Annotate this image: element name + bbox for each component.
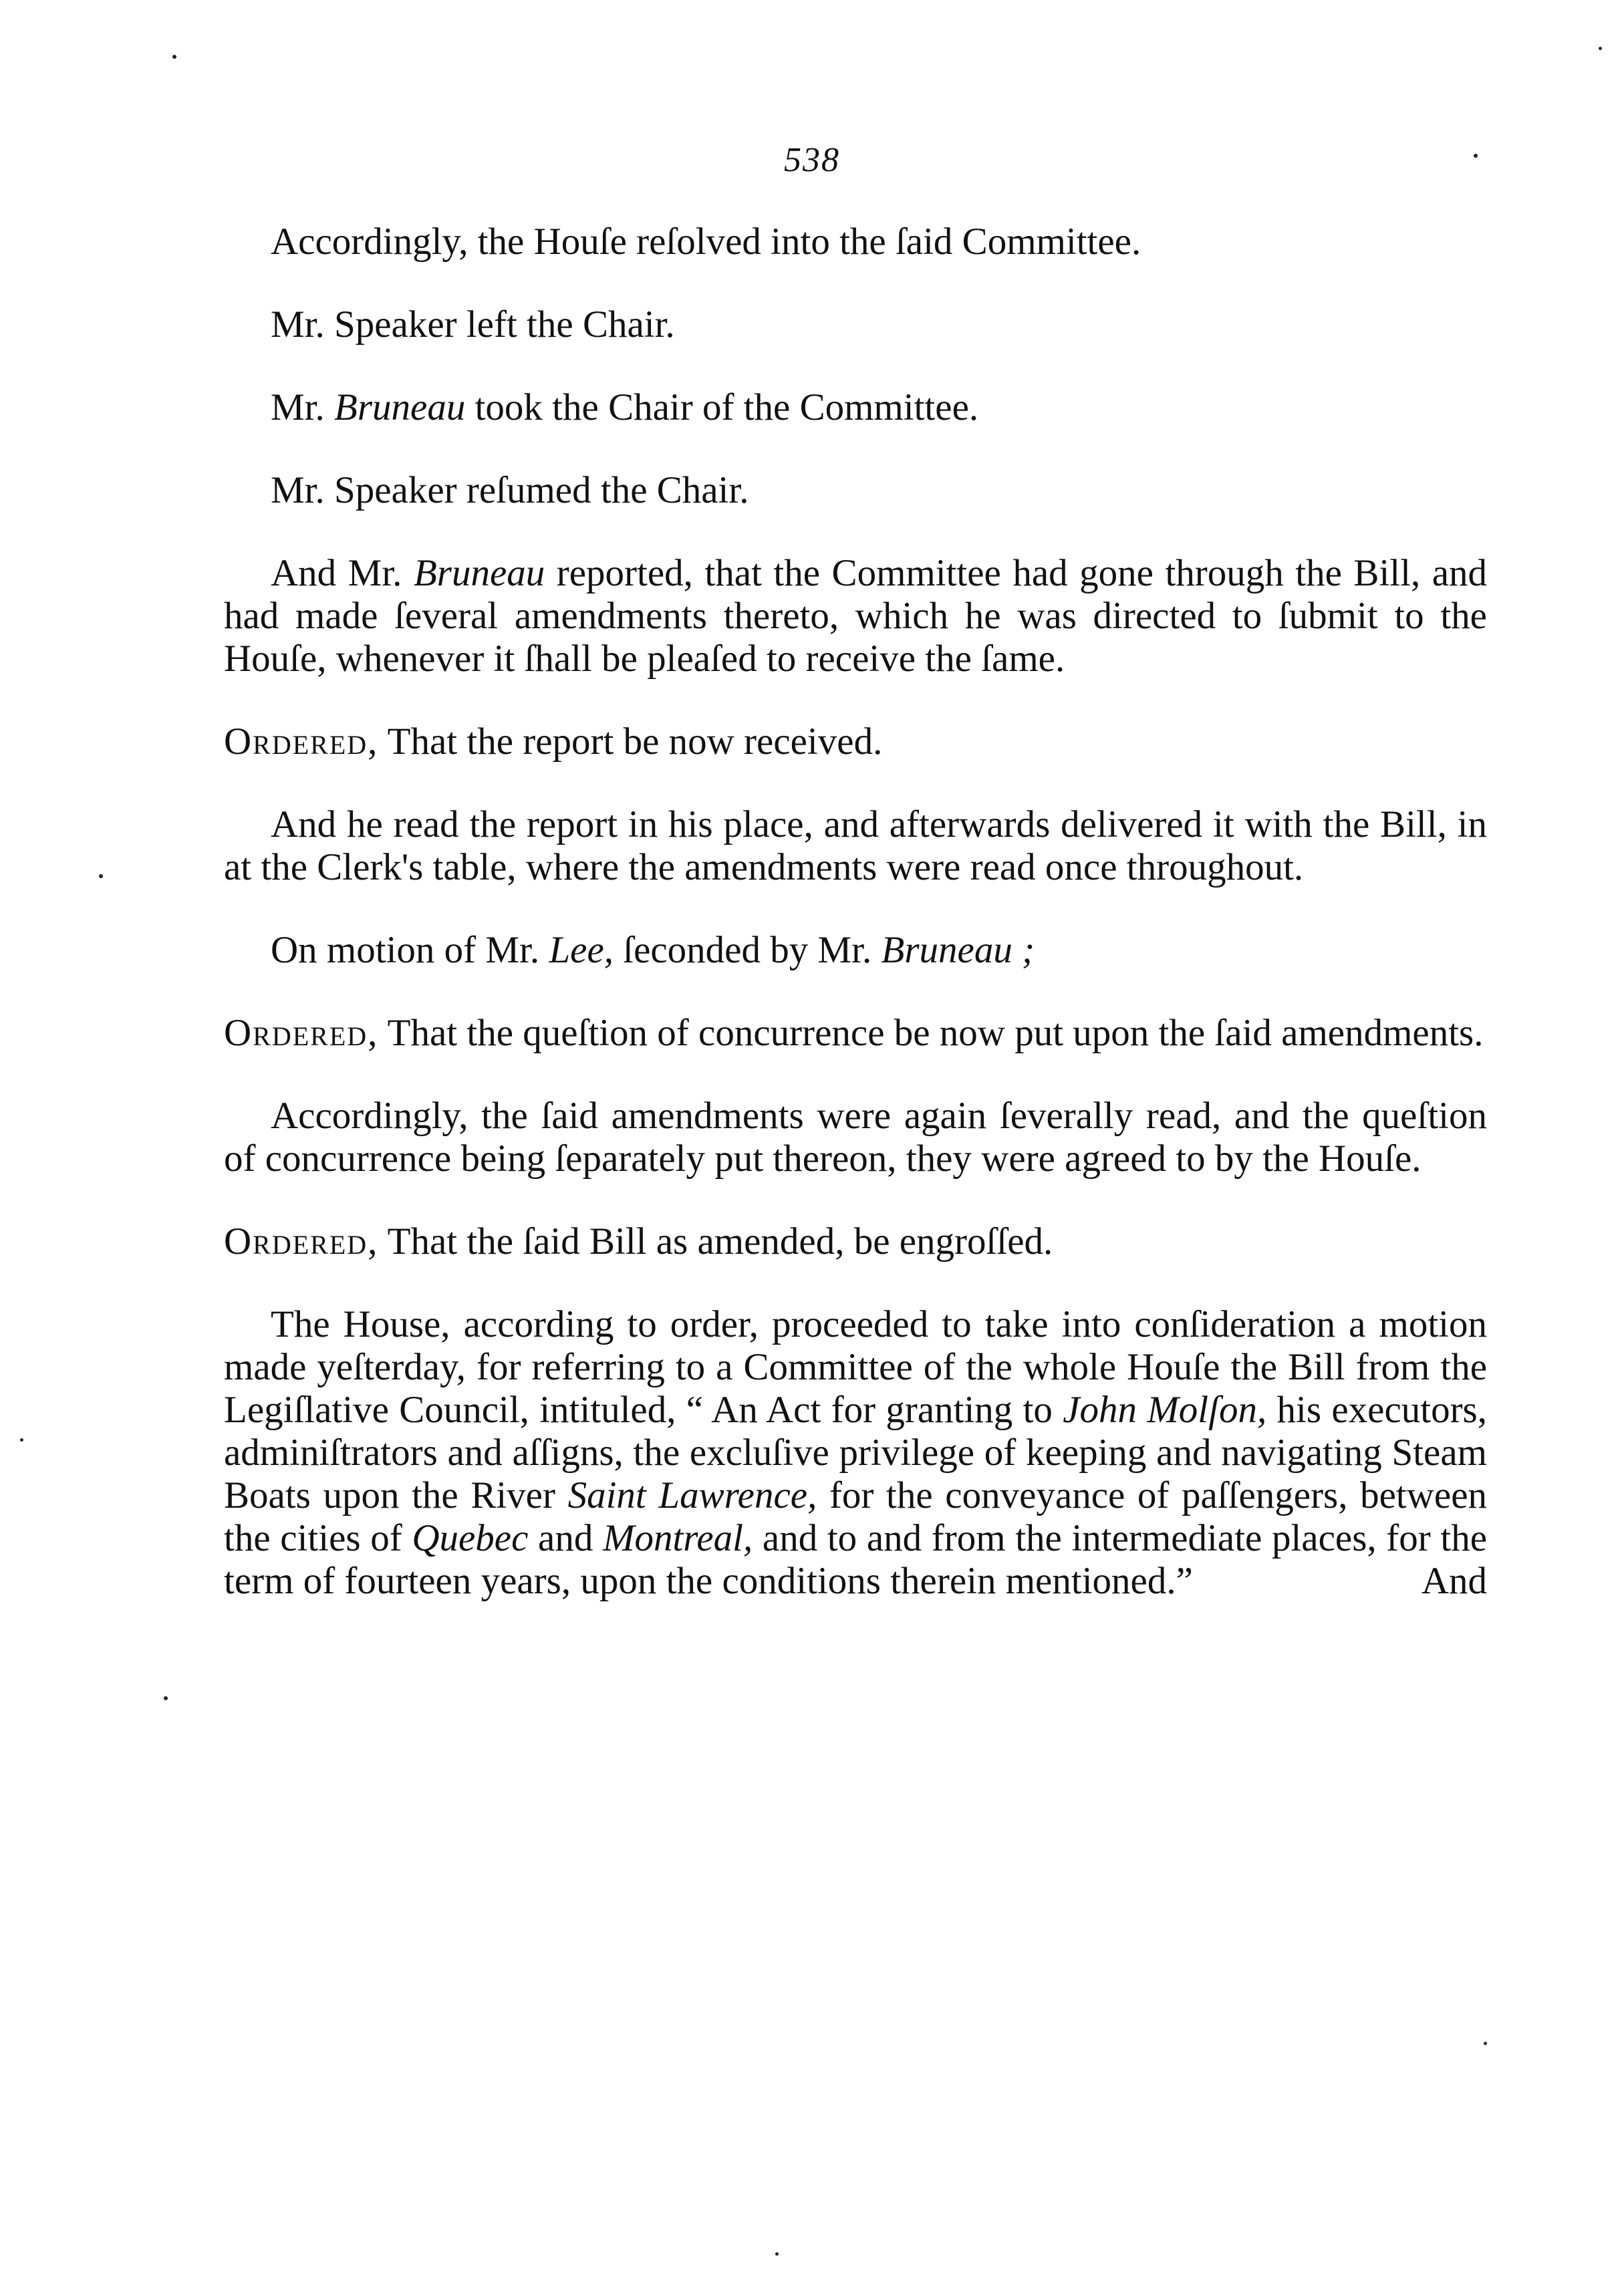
paragraph-10 — [224, 1095, 1487, 1180]
scan-speck — [99, 874, 103, 878]
paragraph-5-text-b: reported, that the Committee had gone through the Bill, and had made ſeveral amendments thereto, which he was directed to ſubmit to the Houſe, whenever it ſhall be pleaſed to receive the ſame. — [224, 552, 1488, 680]
paragraph-12 — [224, 1303, 1487, 1603]
paragraph-7-text: And he read the report in his place, and afterwards delivered it with the Bill, in at the Clerk's table, where the amendments were read once throughout. — [224, 803, 1487, 888]
paragraph-3-text-a: Mr. — [271, 386, 325, 428]
paragraph-5-text-a: And Mr. — [271, 552, 402, 594]
journal-text — [224, 221, 1487, 1643]
paragraph-5 — [224, 552, 1487, 680]
paragraph-1-text: Accordingly, the Houſe reſolved into the ſaid Committee. — [271, 221, 1141, 263]
scan-speck — [1484, 2042, 1487, 2045]
paragraph-12-name-2: Saint Lawrence, — [567, 1474, 817, 1516]
paragraph-12-name-3: Quebec — [412, 1517, 529, 1559]
paragraph-3-name: Bruneau — [334, 386, 466, 428]
paragraph-7 — [224, 803, 1487, 889]
paragraph-1 — [224, 221, 1487, 263]
paragraph-8-name-1: Lee, — [549, 929, 614, 971]
scan-speck — [172, 55, 176, 59]
scan-speck — [1599, 47, 1602, 50]
paragraph-12-text-a: The House, according to order, proceeded to take into conſideration a motion made yeſterday, for referring to a Committee of the whole Houſe the Bill from the Legiſlative Council, intituled, “ An Act for granting to — [224, 1303, 1487, 1431]
catchword: And — [1421, 1560, 1487, 1602]
paragraph-8-text-a: On motion of Mr. — [271, 929, 540, 971]
paragraph-4 — [224, 469, 1487, 512]
paragraph-4-text: Mr. Speaker reſumed the Chair. — [271, 469, 749, 511]
scan-speck — [775, 2252, 779, 2256]
paragraph-3 — [224, 386, 1487, 429]
paragraph-12-name-4: Montreal, — [602, 1517, 753, 1559]
paragraph-12-text-e: and to and from the intermediate places, for the term of fourteen years, upon the conditions therein mentioned.” — [224, 1517, 1488, 1602]
ordered-label: Ordered, — [224, 1220, 379, 1262]
paragraph-12-text-d: and — [538, 1517, 593, 1559]
paragraph-9-text: That the queſtion of concurrence be now put upon the ſaid amendments. — [387, 1012, 1484, 1054]
paragraph-12-text-b: his executors, adminiſtrators and aſſigns, the excluſive privilege of keeping and navigating Steam Boats upon the River — [224, 1389, 1487, 1516]
paragraph-12-name-1: John Molſon, — [1063, 1389, 1267, 1431]
paragraph-10-text: Accordingly, the ſaid amendments were again ſeverally read, and the queſtion of concurrence being ſeparately put thereon, they were agreed to by the Houſe. — [224, 1095, 1487, 1180]
ordered-label: Ordered, — [224, 1012, 379, 1054]
scan-speck — [1474, 154, 1478, 158]
paragraph-8-name-2: Bruneau ; — [881, 929, 1035, 971]
paragraph-9 — [224, 1012, 1487, 1055]
paragraph-2-text: Mr. Speaker left the Chair. — [271, 303, 675, 346]
paragraph-8 — [224, 929, 1487, 972]
scan-speck — [164, 1696, 168, 1700]
paragraph-8-text-b: ſeconded by Mr. — [623, 929, 872, 971]
paragraph-12-text-c: for the conveyance of paſſengers, between the cities of — [224, 1474, 1488, 1559]
paragraph-11 — [224, 1220, 1487, 1263]
paragraph-11-text: That the ſaid Bill as amended, be engroſſed. — [387, 1220, 1053, 1262]
ordered-label: Ordered, — [224, 720, 379, 763]
paragraph-5-name: Bruneau — [413, 552, 545, 594]
scan-speck — [20, 1438, 23, 1442]
page-number: 538 — [784, 141, 840, 179]
paragraph-6 — [224, 720, 1487, 763]
paragraph-6-text: That the report be now received. — [387, 720, 883, 763]
paragraph-2 — [224, 303, 1487, 346]
paragraph-3-text-b: took the Chair of the Committee. — [475, 386, 979, 428]
